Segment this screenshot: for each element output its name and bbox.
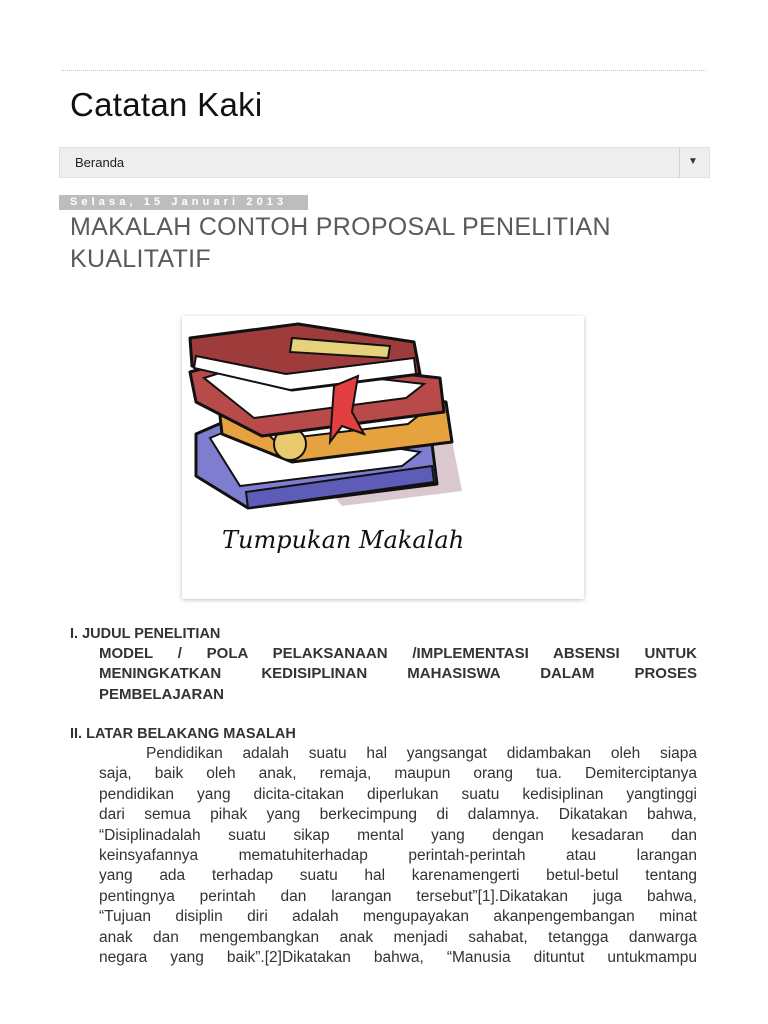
paragraph-line: keinsyafannya mematuhiterhadap perintah-perintah atau larangan — [99, 846, 697, 864]
paragraph-line: saja, baik oleh anak, remaja, maupun orang tua. Demiterciptanya — [99, 765, 697, 783]
paragraph-line: Pendidikan adalah suatu hal yangsangat didambakan oleh siapa — [146, 745, 697, 762]
background-paragraph — [99, 744, 697, 968]
nav-selected-page[interactable]: Beranda — [75, 155, 125, 170]
post-date: Selasa, 15 Januari 2013 — [70, 196, 288, 208]
paragraph-line: pendidikan yang dicita-citakan diperlukan suatu kedisiplinan yangtinggi — [99, 785, 697, 803]
paragraph-line: yang ada terhadap suatu hal karenamengerti betul-betul tentang — [99, 867, 697, 885]
paragraph-line: “Tujuan disiplin diri adalah mengupayakan akanpengembangan minat — [99, 908, 697, 926]
page-nav-dropdown[interactable] — [59, 147, 710, 178]
section-heading: II. LATAR BELAKANG MASALAH — [70, 726, 296, 742]
paragraph-line: “Disiplinadalah suatu sikap mental yang dengan kesadaran dan — [99, 826, 697, 844]
research-title-block — [99, 644, 697, 705]
research-title-line: MENINGKATKAN KEDISIPLINAN MAHASISWA DALAM PROSES — [99, 665, 697, 683]
nav-divider — [679, 148, 680, 177]
post-image[interactable] — [182, 316, 584, 599]
blog-title[interactable]: Catatan Kaki — [70, 86, 263, 123]
post-title[interactable]: MAKALAH CONTOH PROPOSAL PENELITIAN KUALITATIF — [70, 213, 611, 273]
header-divider — [62, 70, 706, 71]
post-date-header — [59, 195, 308, 210]
paragraph-line: pentingnya perintah dan larangan tersebut”[1].Dikatakan juga bahwa, — [99, 887, 697, 905]
research-title-line: PEMBELAJARAN — [99, 685, 225, 703]
paragraph-line: negara yang baik”.[2]Dikatakan bahwa, “Manusia dituntut untukmampu — [99, 948, 697, 966]
paragraph-line: dari semua pihak yang berkecimpung di dalamnya. Dikatakan bahwa, — [99, 806, 697, 824]
image-caption: Tumpukan Makalah — [222, 526, 465, 554]
section-heading: I. JUDUL PENELITIAN — [70, 626, 221, 642]
dropdown-arrow-icon[interactable]: ▼ — [688, 156, 698, 167]
book-stack-illustration — [182, 316, 584, 599]
research-title-line: MODEL / POLA PELAKSANAAN /IMPLEMENTASI ABSENSI UNTUK — [99, 645, 697, 662]
paragraph-line: anak dan mengembangkan anak menjadi sahabat, tetangga danwarga — [99, 928, 697, 946]
